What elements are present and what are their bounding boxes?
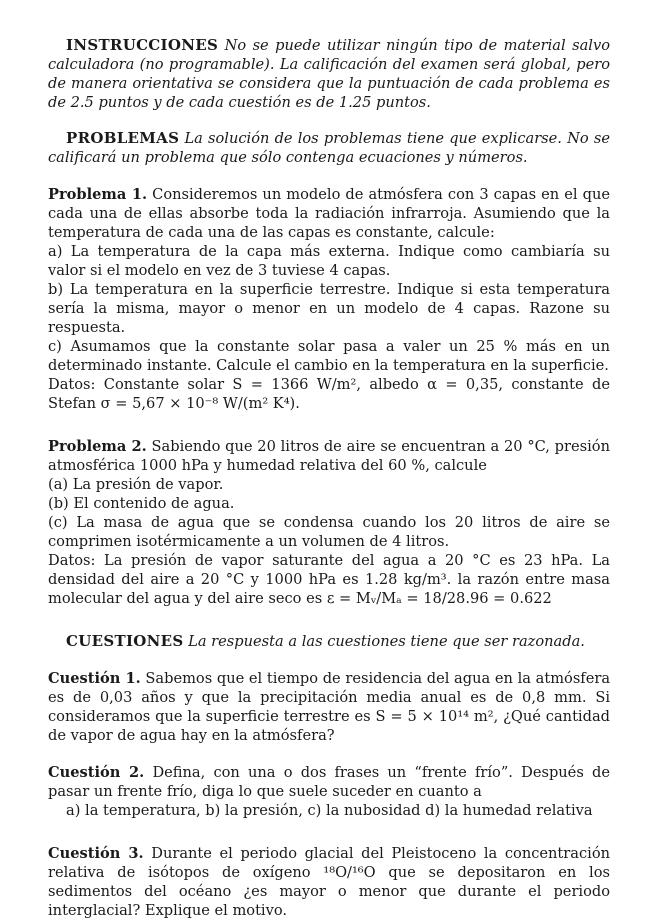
problem-2-part-c: (c) La masa de agua que se condensa cuando los 20 litros de aire se comprimen isotérmicamente a un volumen de 4 litros. <box>48 514 610 550</box>
instructions-heading: INSTRUCCIONES <box>66 36 219 54</box>
problem-1-part-c: c) Asumamos que la constante solar pasa a valer un 25 % más en un determinado instante. Calcule el cambio en la temperatura en la superficie. <box>48 338 610 374</box>
problem-2-part-a: (a) La presión de vapor. <box>48 476 224 493</box>
problem-1 <box>48 185 610 413</box>
problem-2-data: Datos: La presión de vapor saturante del agua a 20 °C es 23 hPa. La densidad del aire a 20 °C y 1000 hPa es 1.28 kg/m³. la razón entre masa molecular del agua y del aire seco es ε = Mᵥ/Mₐ = 18/28.96 = 0.622 <box>48 552 610 607</box>
problem-2 <box>48 437 610 608</box>
problems-text: La solución de los problemas tiene que explicarse. No se calificará un problema que sólo contenga ecuaciones y números. <box>48 130 610 166</box>
problem-1-data: Datos: Constante solar S = 1366 W/m², albedo α = 0,35, constante de Stefan σ = 5,67 × 10⁻⁸ W/(m² K⁴). <box>48 376 610 412</box>
problems-intro-paragraph <box>48 129 610 167</box>
question-2-text: Defina, con una o dos frases un “frente frío”. Después de pasar un frente frío, diga lo que suele suceder en cuanto a <box>48 764 610 800</box>
question-1-text: Sabemos que el tiempo de residencia del agua en la atmósfera es de 0,03 años y que la precipitación media anual es de 0,8 mm. Si consideramos que la superficie terrestre es S = 5 × 10¹⁴ m², ¿Qué cantidad de vapor de agua hay en la atmósfera? <box>48 670 611 744</box>
problem-2-intro: Sabiendo que 20 litros de aire se encuentran a 20 °C, presión atmosférica 1000 hPa y humedad relativa del 60 %, calcule <box>48 438 610 474</box>
question-2-label: Cuestión 2. <box>48 764 145 781</box>
questions-heading: CUESTIONES <box>66 632 184 650</box>
question-3-label: Cuestión 3. <box>48 845 144 862</box>
question-3 <box>48 844 610 920</box>
question-2 <box>48 763 610 820</box>
problem-1-part-a: a) La temperatura de la capa más externa. Indique como cambiaría su valor si el modelo en vez de 3 tuviese 4 capas. <box>48 243 610 279</box>
exam-page <box>48 36 610 920</box>
problem-2-label: Problema 2. <box>48 438 147 455</box>
question-2-items: a) la temperatura, b) la presión, c) la nubosidad d) la humedad relativa <box>66 802 593 819</box>
instructions-text: No se puede utilizar ningún tipo de material salvo calculadora (no programable). La calificación del examen será global, pero de manera orientativa se considera que la puntuación de cada problema es de 2.5 puntos y de cada cuestión es de 1.25 puntos. <box>48 37 610 111</box>
problem-1-intro: Consideremos un modelo de atmósfera con 3 capas en el que cada una de ellas absorbe toda la radiación infrarroja. Asumiendo que la temperatura de cada una de las capas es constante, calcule: <box>48 186 610 241</box>
problems-heading: PROBLEMAS <box>66 129 180 147</box>
problem-1-label: Problema 1. <box>48 186 148 203</box>
question-1 <box>48 669 610 745</box>
question-1-label: Cuestión 1. <box>48 670 141 687</box>
problem-1-part-b: b) La temperatura en la superficie terrestre. Indique si esta temperatura sería la misma, mayor o menor en un modelo de 4 capas. Razone su respuesta. <box>48 281 610 336</box>
instructions-paragraph <box>48 36 610 112</box>
questions-intro-paragraph <box>48 632 610 651</box>
question-3-text: Durante el periodo glacial del Pleistoceno la concentración relativa de isótopos de oxígeno ¹⁸O/¹⁶O que se depositaron en los sedimentos del océano ¿es mayor o menor que durante el periodo interglacial? Explique el motivo. <box>48 845 611 919</box>
questions-text: La respuesta a las cuestiones tiene que ser razonada. <box>188 633 585 650</box>
problem-2-part-b: (b) El contenido de agua. <box>48 495 235 512</box>
